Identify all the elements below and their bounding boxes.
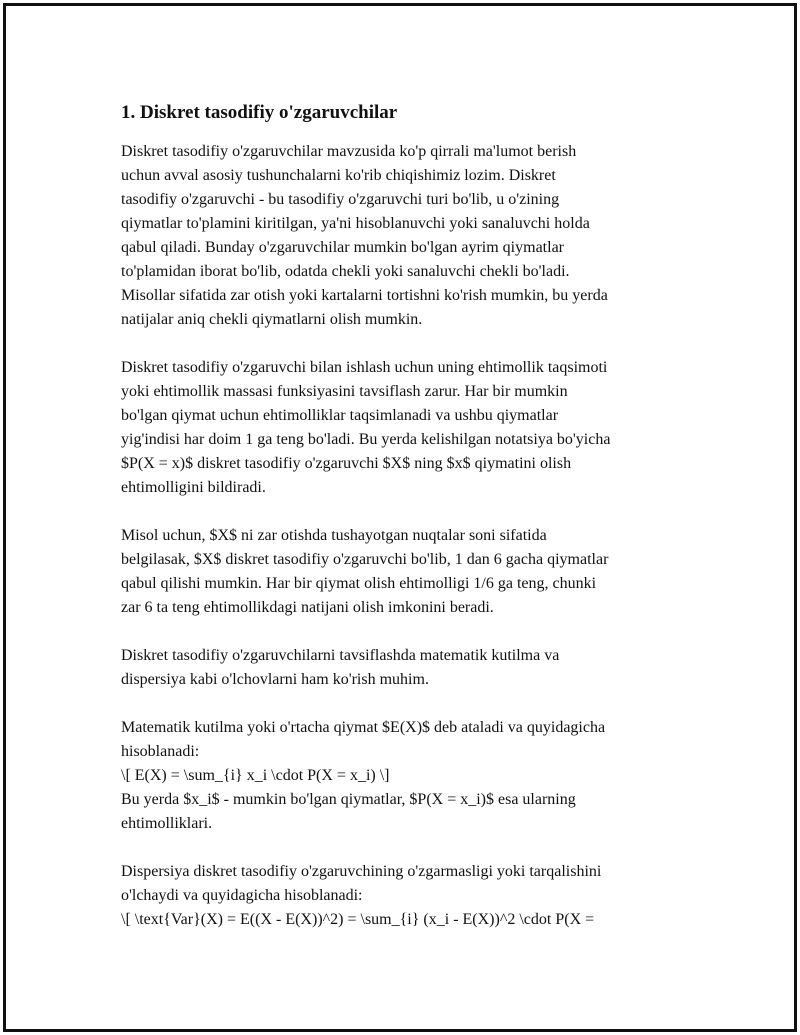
text-line: bo'lgan qiymat uchun ehtimolliklar taqsimlanadi va ushbu qiymatlar	[121, 407, 559, 424]
text-line: ehtimolligini bildiradi.	[121, 479, 266, 496]
text-line: belgilasak, $X$ diskret tasodifiy o'zgaruvchi bo'lib, 1 dan 6 gacha qiymatlar	[121, 551, 609, 568]
text-line: yig'indisi har doim 1 ga teng bo'ladi. Bu yerda kelishilgan notatsiya bo'yicha	[121, 431, 611, 448]
text-line: Diskret tasodifiy o'zgaruvchilarni tavsiflashda matematik kutilma va	[121, 647, 560, 664]
text-line: qabul qiladi. Bunday o'zgaruvchilar mumkin bo'lgan ayrim qiymatlar	[121, 239, 564, 256]
text-line: Bu yerda $x_i$ - mumkin bo'lgan qiymatlar, $P(X = x_i)$ esa ularning	[121, 791, 576, 808]
section-heading: 1. Diskret tasodifiy o'zgaruvchilar	[121, 102, 398, 123]
paragraph-measures	[121, 644, 686, 692]
text-line: o'lchaydi va quyidagicha hisoblanadi:	[121, 887, 363, 904]
paragraph-example	[121, 524, 686, 620]
text-line: ehtimolliklari.	[121, 815, 213, 832]
text-line: Diskret tasodifiy o'zgaruvchilar mavzusida ko'p qirrali ma'lumot berish	[121, 143, 577, 160]
text-line: qiymatlar to'plamini kiritilgan, ya'ni hisoblanuvchi yoki sanaluvchi holda	[121, 215, 590, 232]
text-line: to'plamidan iborat bo'lib, odatda chekli yoki sanaluvchi chekli bo'ladi.	[121, 263, 570, 280]
text-line: hisoblanadi:	[121, 743, 200, 760]
text-line: Matematik kutilma yoki o'rtacha qiymat $E(X)$ deb ataladi va quyidagicha	[121, 719, 606, 736]
text-line: qabul qilishi mumkin. Har bir qiymat olish ehtimolligi 1/6 ga teng, chunki	[121, 575, 597, 592]
document-body	[121, 100, 686, 956]
text-line: dispersiya kabi o'lchovlarni ham ko'rish muhim.	[121, 671, 429, 688]
text-line: natijalar aniq chekli qiymatlarni olish mumkin.	[121, 311, 423, 328]
paragraph-distribution	[121, 356, 686, 500]
paragraph-intro	[121, 140, 686, 332]
text-line: yoki ehtimollik massasi funksiyasini tavsiflash zarur. Har bir mumkin	[121, 383, 568, 400]
text-line: uchun avval asosiy tushunchalarni ko'rib chiqishimiz lozim. Diskret	[121, 167, 556, 184]
text-line: Diskret tasodifiy o'zgaruvchi bilan ishlash uchun uning ehtimollik taqsimoti	[121, 359, 608, 376]
paragraph-variance	[121, 860, 686, 932]
text-line: Misollar sifatida zar otish yoki kartalarni tortishni ko'rish mumkin, bu yerda	[121, 287, 608, 304]
formula-line: \[ \text{Var}(X) = E((X - E(X))^2) = \sum_{i} (x_i - E(X))^2 \cdot P(X =	[121, 911, 595, 928]
paragraph-expectation	[121, 716, 686, 836]
formula-line: \[ E(X) = \sum_{i} x_i \cdot P(X = x_i) \]	[121, 767, 390, 784]
text-line: Dispersiya diskret tasodifiy o'zgaruvchining o'zgarmasligi yoki tarqalishini	[121, 863, 602, 880]
text-line: tasodifiy o'zgaruvchi - bu tasodifiy o'zgaruvchi turi bo'lib, u o'zining	[121, 191, 560, 208]
text-line: zar 6 ta teng ehtimollikdagi natijani olish imkonini beradi.	[121, 599, 494, 616]
text-line: Misol uchun, $X$ ni zar otishda tushayotgan nuqtalar soni sifatida	[121, 527, 547, 544]
page-frame	[3, 3, 797, 1032]
text-line: $P(X = x)$ diskret tasodifiy o'zgaruvchi $X$ ning $x$ qiymatini olish	[121, 455, 572, 472]
